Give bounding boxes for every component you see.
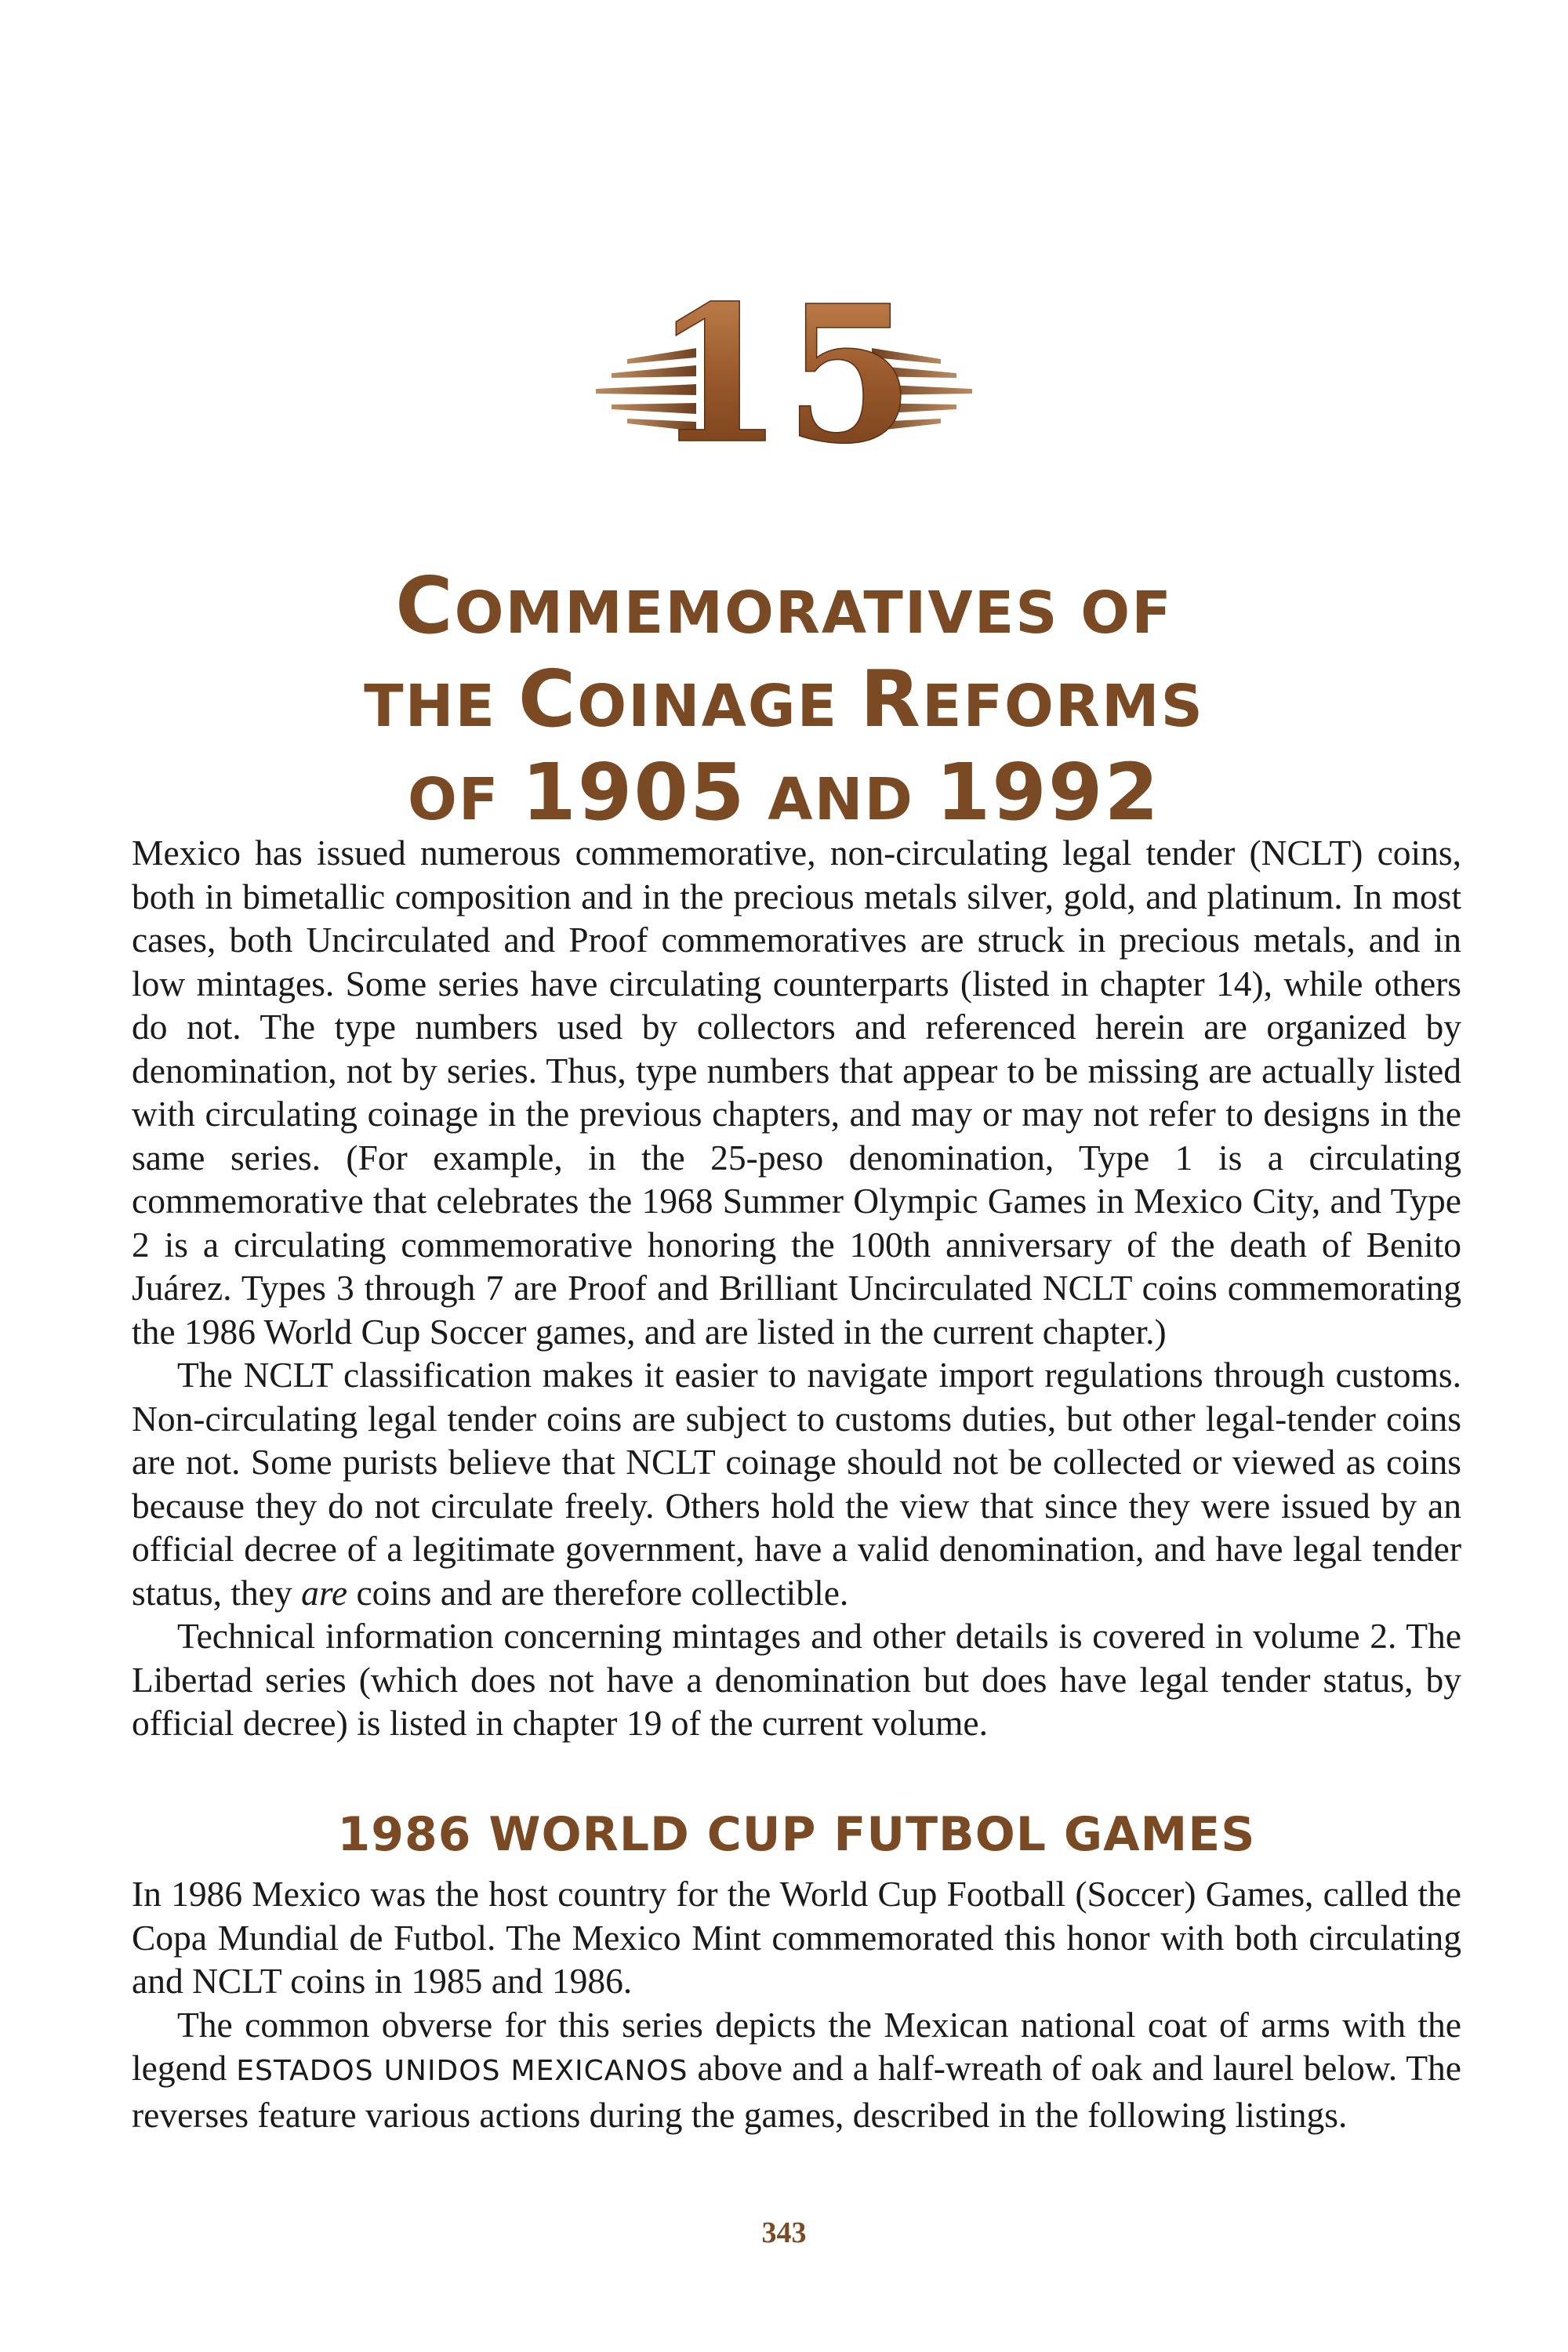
chapter-title — [157, 560, 1411, 843]
intro-paragraph-2: The NCLT classification makes it easier to navigate import regulations through customs. Non-circulating legal tender coins are subject to customs duties, but other legal-tender coins are not. Some purists believe that NCLT coinage should not be collected or viewed as coins because they do not circulate freely. Others hold the view that since they were issued by an official decree of a legitimate government, have a valid denomination, and have legal tender status, they are coins and are therefore collectible. — [132, 1355, 1461, 1613]
emphasis-are: are — [301, 1572, 348, 1613]
intro-paragraph-1: Mexico has issued numerous commemorative, non-circulating legal tender (NCLT) coins, both in bimetallic composition and in the precious metals silver, gold, and platinum. In most cases, both Uncirculated and Proof commemoratives are struck in precious metals, and in low mintages. Some series have circulating counterparts (listed in chapter 14), while others do not. The type numbers used by collectors and referenced herein are organized by denomination, not by series. Thus, type numbers that appear to be missing are actually listed with circulating coinage in the previous chapters, and may or may not refer to designs in the same series. (For example, in the 25-peso denomination, Type 1 is a circulating commemorative that celebrates the 1968 Summer Olympic Games in Mexico City, and Type 2 is a circulating commemorative honoring the 100th anniversary of the death of Benito Juárez. Types 3 through 7 are Proof and Brilliant Uncirculated NCLT coins commemorating the 1986 World Cup Soccer games, and are listed in the current chapter.) — [132, 833, 1461, 1352]
title-line-1: COMMEMORATIVES OF — [395, 560, 1173, 652]
intro-paragraph-3: Technical information concerning mintages and other details is covered in volume 2. The Libertad series (which does not have a denomination but does have legal tender status, by official decree) is listed in chapter 19 of the current volume. — [132, 1616, 1461, 1743]
section-paragraph-1: In 1986 Mexico was the host country for the World Cup Football (Soccer) Games, called the Copa Mundial de Futbol. The Mexico Mint commemorated this honor with both circulating and NCLT coins in 1985 and 1986. — [132, 1874, 1461, 2001]
section-text — [132, 1872, 1461, 2136]
coin-legend: ESTADOS UNIDOS MEXICANOS — [236, 2055, 688, 2087]
intro-text — [132, 831, 1461, 1745]
section-heading: 1986 WORLD CUP FUTBOL GAMES — [337, 1807, 1256, 1862]
section-paragraph-2: The common obverse for this series depicts the Mexican national coat of arms with the legend ESTADOS UNIDOS MEXICANOS above and a half-wreath of oak and laurel below. The reverses feature various actions during the games, described in the following listings. — [132, 2004, 1461, 2135]
page-number: 343 — [761, 2216, 807, 2249]
chapter-number-ornament — [0, 267, 1568, 470]
chapter-number-graphic — [510, 267, 1058, 470]
title-line-2: THE COINAGE REFORMS — [364, 653, 1204, 745]
title-line-3: OF 1905 AND 1992 — [407, 746, 1161, 838]
chapter-number: 15 — [653, 267, 915, 470]
